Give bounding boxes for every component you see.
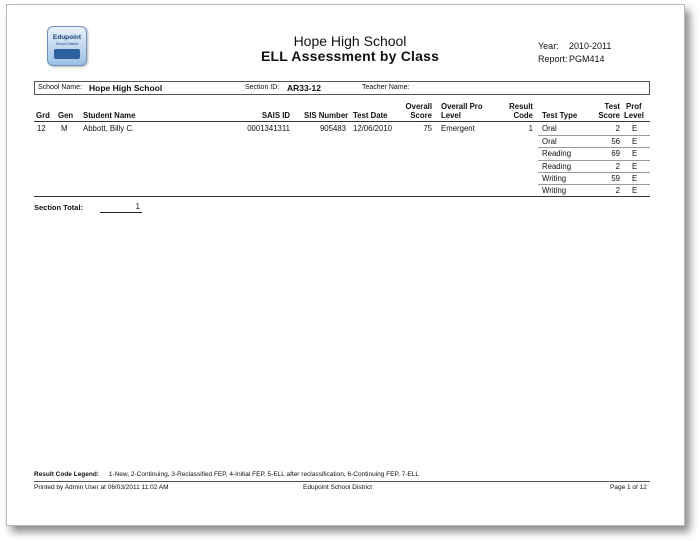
- test-prof-level: E: [632, 137, 638, 146]
- test-type: Reading: [542, 149, 572, 158]
- col-prof-level-1: Prof: [626, 102, 642, 111]
- col-prof-level-2: Level: [624, 111, 644, 120]
- test-score: 56: [611, 137, 620, 146]
- test-score: 69: [611, 149, 620, 158]
- section-id-value: AR33-12: [287, 83, 322, 93]
- test-type: Reading: [542, 162, 572, 171]
- col-test-date: Test Date: [353, 111, 388, 120]
- report-title: ELL Assessment by Class: [260, 48, 440, 64]
- test-prof-level: E: [632, 174, 638, 183]
- student-sais-id: 0001341311: [247, 124, 290, 133]
- school-name-label: School Name:: [38, 84, 82, 91]
- col-test-score-2: Score: [598, 111, 620, 120]
- table-bottom-rule: [34, 196, 650, 197]
- section-id-label: Section ID:: [245, 84, 280, 91]
- test-prof-level: E: [632, 186, 638, 195]
- student-overall-score: 75: [423, 124, 432, 133]
- header-rule: [34, 121, 650, 122]
- test-score: 2: [615, 124, 620, 133]
- test-type: Oral: [542, 137, 557, 146]
- year-value: 2010-2011: [569, 41, 612, 51]
- student-result-code: 1: [528, 124, 533, 133]
- section-total-value: 1: [135, 202, 140, 211]
- col-overall-score-1: Overall: [405, 102, 432, 111]
- col-test-type: Test Type: [542, 111, 578, 120]
- result-code-legend: [34, 471, 419, 478]
- col-result-code-2: Code: [513, 111, 533, 120]
- test-score: 59: [611, 174, 620, 183]
- row-divider: [538, 184, 650, 185]
- test-score: 2: [615, 162, 620, 171]
- student-overall-pro-level: Emergent: [441, 124, 475, 133]
- col-overall-pro-2: Level: [441, 111, 461, 120]
- test-type: Writing: [542, 186, 567, 195]
- school-name-value: Hope High School: [89, 83, 163, 93]
- test-score: 2: [615, 186, 620, 195]
- legend-text: 1-New, 2-Continuing, 3-Reclassified FEP, 4-Initial FEP, 5-ELL after reclassification, 6-Continuing FEP, 7-ELL: [108, 471, 419, 478]
- student-sis-number: 905483: [319, 124, 346, 133]
- student-test-date: 12/06/2010: [353, 124, 393, 133]
- logo-name: Edupoint: [52, 33, 82, 41]
- col-test-score-1: Test: [604, 102, 620, 111]
- test-prof-level: E: [632, 162, 638, 171]
- col-sais-id: SAIS ID: [261, 111, 290, 120]
- year-label: Year:: [538, 41, 559, 51]
- test-type: Writing: [542, 174, 567, 183]
- teacher-name-label: Teacher Name:: [362, 84, 410, 91]
- test-prof-level: E: [632, 149, 638, 158]
- school-title: Hope High School: [293, 33, 407, 49]
- district-name: Edupoint School District: [303, 484, 373, 491]
- col-overall-pro-1: Overall Pro: [441, 102, 483, 111]
- row-divider: [538, 147, 650, 148]
- student-name: Abbott, Billy C.: [83, 124, 135, 133]
- footer-rule: [34, 481, 650, 482]
- section-info-box: [34, 81, 650, 95]
- row-divider: [538, 160, 650, 161]
- test-prof-level: E: [632, 124, 638, 133]
- student-grade: 12: [37, 124, 46, 133]
- printed-by: Printed by Admin User at 06/03/2011 11:02 AM: [34, 484, 169, 491]
- report-value: PGM414: [569, 54, 605, 64]
- section-total-label: Section Total:: [34, 203, 84, 212]
- report-label: Report:: [538, 54, 568, 64]
- test-type: Oral: [542, 124, 557, 133]
- logo-subtitle: School District: [55, 41, 79, 46]
- col-overall-score-2: Score: [410, 111, 432, 120]
- student-gender: M: [61, 124, 68, 133]
- col-grd: Grd: [36, 111, 50, 120]
- row-divider: [538, 172, 650, 173]
- col-sis-number: SIS Number: [304, 111, 349, 120]
- legend-label: Result Code Legend:: [34, 471, 100, 478]
- page-number: Page 1 of 12: [610, 484, 647, 491]
- col-gen: Gen: [58, 111, 74, 120]
- section-total-underline: [100, 212, 142, 213]
- row-divider: [538, 135, 650, 136]
- col-result-code-1: Result: [509, 102, 533, 111]
- col-student-name: Student Name: [83, 111, 136, 120]
